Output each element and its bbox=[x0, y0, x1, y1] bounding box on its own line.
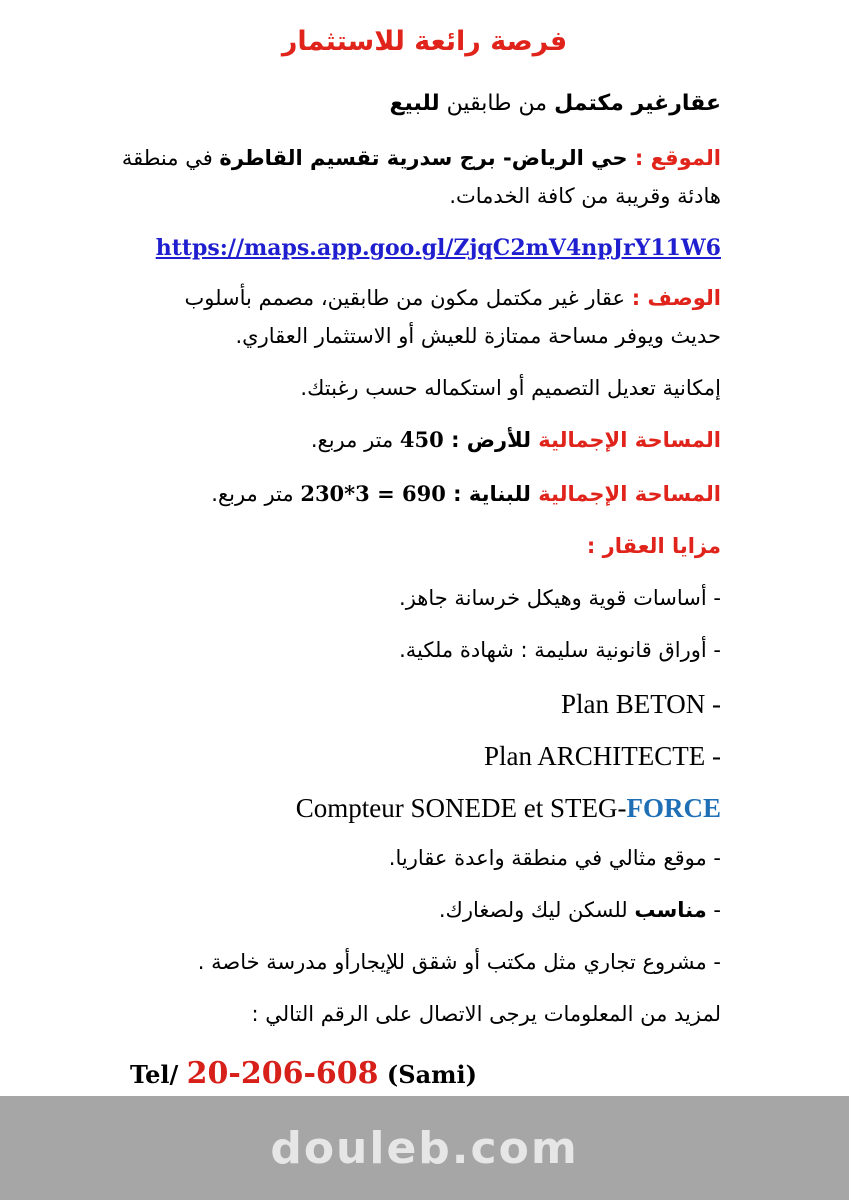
telephone-line bbox=[130, 1054, 477, 1095]
building-area-unit: متر مربع. bbox=[211, 482, 301, 506]
land-area-unit: متر مربع. bbox=[310, 428, 400, 452]
land-area-mid: للأرض : bbox=[443, 428, 539, 452]
phone-number[interactable]: 20-206-608 bbox=[186, 1056, 379, 1091]
suitable-bold: مناسب bbox=[634, 898, 707, 922]
features-heading bbox=[150, 530, 721, 562]
location-line-1 bbox=[121, 142, 721, 174]
compteur-line bbox=[296, 790, 721, 826]
suitable-prefix: - bbox=[706, 898, 721, 922]
page-title: فرصة رائعة للاستثمار bbox=[281, 26, 568, 57]
location-label: الموقع : bbox=[634, 146, 721, 170]
headline bbox=[150, 88, 721, 120]
project-line: - مشروع تجاري مثل مكتب أو شقق للإيجارأو مدرسة خاصة . bbox=[197, 950, 721, 974]
building-area-mid: للبناية : bbox=[445, 482, 539, 506]
suitable-line bbox=[150, 894, 721, 926]
building-area-label: المساحة الإجمالية bbox=[538, 482, 721, 506]
plan-architecte: Plan ARCHITECTE - bbox=[484, 741, 721, 771]
suitable-rest: للسكن ليك ولصغارك. bbox=[438, 898, 635, 922]
plan-beton: Plan BETON - bbox=[561, 689, 721, 719]
location-value-rest: في منطقة bbox=[121, 146, 220, 170]
force-text: FORCE bbox=[626, 793, 721, 823]
building-area-line bbox=[150, 478, 721, 510]
headline-part3: للبيع bbox=[389, 91, 440, 116]
customize-line: إمكانية تعديل التصميم أو استكماله حسب رغبتك. bbox=[300, 376, 721, 400]
ideal-location-line: - موقع مثالي في منطقة واعدة عقاريا. bbox=[388, 846, 721, 870]
location-value-bold: حي الرياض- برج سدرية تقسيم القاطرة bbox=[219, 146, 635, 170]
feature-item: - أساسات قوية وهيكل خرسانة جاهز. bbox=[399, 586, 721, 610]
headline-part2: من طابقين bbox=[439, 91, 555, 116]
headline-part1: عقارغير مكتمل bbox=[554, 91, 721, 116]
tel-prefix: Tel/ bbox=[130, 1060, 187, 1089]
site-watermark[interactable]: douleb.com bbox=[270, 1122, 579, 1174]
building-area-value: 230*3 = 690 bbox=[300, 481, 446, 506]
map-link[interactable]: https://maps.app.goo.gl/ZjqC2mV4npJrY11W6 bbox=[155, 235, 721, 261]
watermark-footer bbox=[0, 1096, 849, 1200]
description-text-1: عقار غير مكتمل مكون من طابقين، مصمم بأسلوب bbox=[184, 286, 632, 310]
contact-line: لمزيد من المعلومات يرجى الاتصال على الرقم التالي : bbox=[251, 1002, 721, 1026]
description-line-1 bbox=[150, 282, 721, 314]
contact-name: (Sami) bbox=[378, 1060, 477, 1089]
compteur-text: Compteur SONEDE et STEG- bbox=[295, 793, 627, 823]
description-line-2: حديث ويوفر مساحة ممتازة للعيش أو الاستثمار العقاري. bbox=[235, 324, 721, 348]
location-line-2: هادئة وقريبة من كافة الخدمات. bbox=[449, 184, 721, 208]
land-area-label: المساحة الإجمالية bbox=[538, 428, 721, 452]
features-heading-text: مزايا العقار : bbox=[586, 534, 721, 558]
land-area-value: 450 bbox=[399, 427, 444, 452]
description-label: الوصف : bbox=[631, 286, 721, 310]
feature-item: - أوراق قانونية سليمة : شهادة ملكية. bbox=[399, 638, 721, 662]
land-area-line bbox=[150, 424, 721, 456]
